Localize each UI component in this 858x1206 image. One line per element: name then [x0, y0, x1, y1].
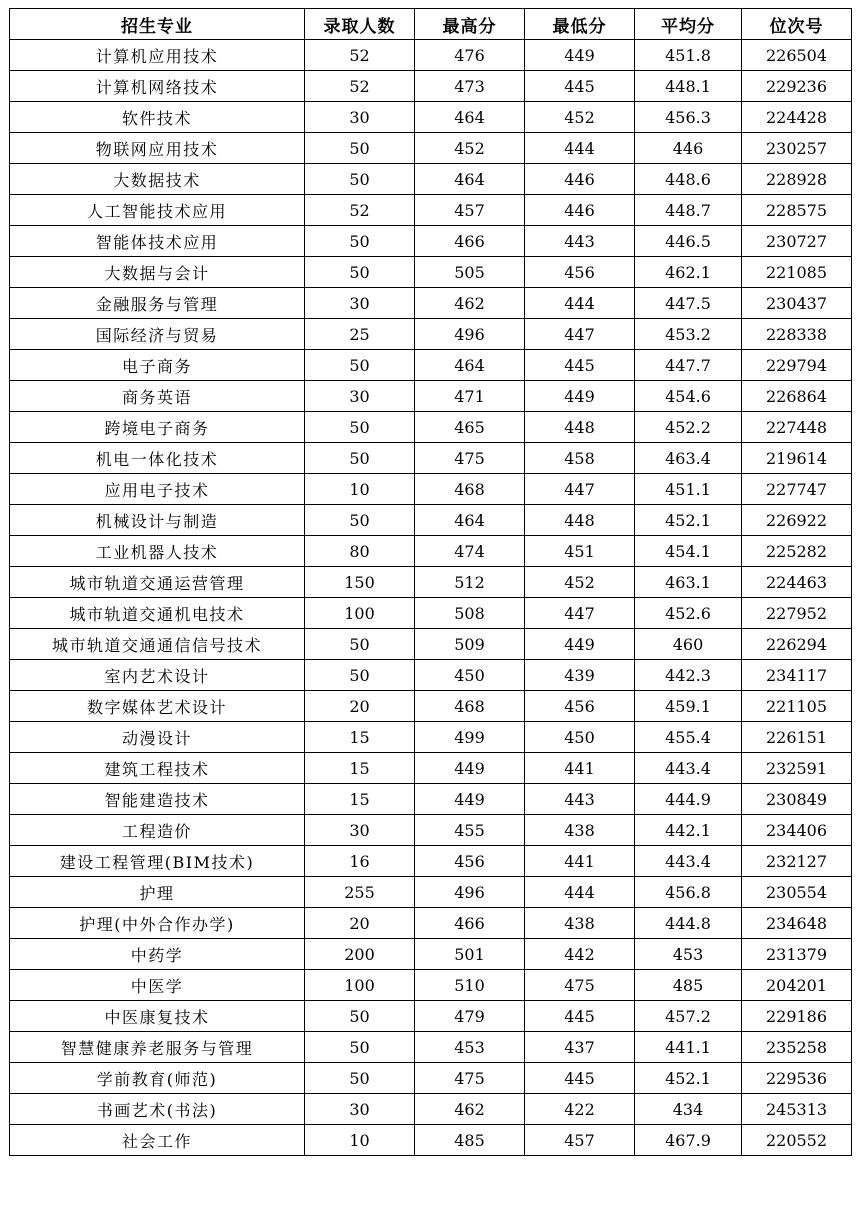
cell-admitted-count: 52 — [305, 195, 415, 226]
cell-admitted-count: 100 — [305, 598, 415, 629]
cell-avg-score: 443.4 — [635, 753, 742, 784]
cell-admitted-count: 50 — [305, 629, 415, 660]
cell-rank: 221085 — [742, 257, 852, 288]
cell-avg-score: 448.1 — [635, 71, 742, 102]
cell-avg-score: 444.8 — [635, 908, 742, 939]
cell-admitted-count: 255 — [305, 877, 415, 908]
cell-min-score: 445 — [525, 1001, 635, 1032]
cell-avg-score: 442.3 — [635, 660, 742, 691]
cell-max-score: 471 — [415, 381, 525, 412]
cell-max-score: 453 — [415, 1032, 525, 1063]
cell-admitted-count: 10 — [305, 474, 415, 505]
cell-major: 书画艺术(书法) — [10, 1094, 305, 1125]
cell-max-score: 474 — [415, 536, 525, 567]
cell-max-score: 476 — [415, 40, 525, 71]
cell-avg-score: 447.5 — [635, 288, 742, 319]
table-row — [10, 784, 852, 815]
cell-major: 智能建造技术 — [10, 784, 305, 815]
table-row — [10, 908, 852, 939]
cell-avg-score: 454.6 — [635, 381, 742, 412]
cell-major: 大数据技术 — [10, 164, 305, 195]
cell-min-score: 441 — [525, 846, 635, 877]
cell-max-score: 510 — [415, 970, 525, 1001]
cell-rank: 229186 — [742, 1001, 852, 1032]
cell-admitted-count: 15 — [305, 784, 415, 815]
cell-min-score: 438 — [525, 908, 635, 939]
cell-avg-score: 444.9 — [635, 784, 742, 815]
cell-max-score: 462 — [415, 288, 525, 319]
table-row — [10, 753, 852, 784]
cell-rank: 226294 — [742, 629, 852, 660]
cell-major: 室内艺术设计 — [10, 660, 305, 691]
cell-major: 护理 — [10, 877, 305, 908]
cell-rank: 229236 — [742, 71, 852, 102]
cell-min-score: 447 — [525, 598, 635, 629]
cell-avg-score: 455.4 — [635, 722, 742, 753]
cell-admitted-count: 30 — [305, 381, 415, 412]
cell-avg-score: 456.3 — [635, 102, 742, 133]
cell-admitted-count: 30 — [305, 288, 415, 319]
cell-avg-score: 456.8 — [635, 877, 742, 908]
cell-rank: 227448 — [742, 412, 852, 443]
table-row — [10, 1125, 852, 1156]
cell-major: 人工智能技术应用 — [10, 195, 305, 226]
cell-rank: 227952 — [742, 598, 852, 629]
cell-rank: 230849 — [742, 784, 852, 815]
cell-major: 工业机器人技术 — [10, 536, 305, 567]
table-row — [10, 71, 852, 102]
cell-avg-score: 443.4 — [635, 846, 742, 877]
header-max-score: 最高分 — [415, 9, 525, 40]
cell-major: 软件技术 — [10, 102, 305, 133]
table-row — [10, 288, 852, 319]
cell-min-score: 443 — [525, 784, 635, 815]
cell-max-score: 509 — [415, 629, 525, 660]
cell-admitted-count: 20 — [305, 908, 415, 939]
cell-avg-score: 457.2 — [635, 1001, 742, 1032]
cell-rank: 245313 — [742, 1094, 852, 1125]
cell-admitted-count: 50 — [305, 443, 415, 474]
table-row — [10, 102, 852, 133]
cell-major: 金融服务与管理 — [10, 288, 305, 319]
table-row — [10, 598, 852, 629]
header-avg-score: 平均分 — [635, 9, 742, 40]
cell-max-score: 449 — [415, 753, 525, 784]
cell-admitted-count: 100 — [305, 970, 415, 1001]
cell-avg-score: 447.7 — [635, 350, 742, 381]
cell-major: 跨境电子商务 — [10, 412, 305, 443]
cell-max-score: 450 — [415, 660, 525, 691]
cell-avg-score: 452.1 — [635, 1063, 742, 1094]
cell-avg-score: 448.7 — [635, 195, 742, 226]
cell-major: 中医学 — [10, 970, 305, 1001]
cell-major: 计算机网络技术 — [10, 71, 305, 102]
cell-avg-score: 452.6 — [635, 598, 742, 629]
cell-admitted-count: 50 — [305, 1063, 415, 1094]
cell-max-score: 473 — [415, 71, 525, 102]
cell-major: 计算机应用技术 — [10, 40, 305, 71]
table-row — [10, 443, 852, 474]
cell-major: 城市轨道交通通信信号技术 — [10, 629, 305, 660]
table-row — [10, 1094, 852, 1125]
cell-admitted-count: 15 — [305, 753, 415, 784]
cell-min-score: 448 — [525, 412, 635, 443]
cell-max-score: 496 — [415, 877, 525, 908]
cell-major: 机电一体化技术 — [10, 443, 305, 474]
cell-min-score: 447 — [525, 474, 635, 505]
cell-avg-score: 463.4 — [635, 443, 742, 474]
cell-min-score: 445 — [525, 350, 635, 381]
table-row — [10, 536, 852, 567]
cell-admitted-count: 50 — [305, 164, 415, 195]
cell-major: 数字媒体艺术设计 — [10, 691, 305, 722]
header-major: 招生专业 — [10, 9, 305, 40]
table-row — [10, 722, 852, 753]
cell-major: 智能体技术应用 — [10, 226, 305, 257]
cell-min-score: 438 — [525, 815, 635, 846]
cell-admitted-count: 50 — [305, 226, 415, 257]
cell-admitted-count: 30 — [305, 1094, 415, 1125]
cell-rank: 228338 — [742, 319, 852, 350]
cell-major: 建设工程管理(BIM技术) — [10, 846, 305, 877]
cell-admitted-count: 52 — [305, 71, 415, 102]
table-row — [10, 567, 852, 598]
cell-min-score: 447 — [525, 319, 635, 350]
cell-min-score: 446 — [525, 195, 635, 226]
cell-rank: 224428 — [742, 102, 852, 133]
table-row — [10, 660, 852, 691]
cell-rank: 224463 — [742, 567, 852, 598]
cell-admitted-count: 30 — [305, 102, 415, 133]
table-row — [10, 257, 852, 288]
header-min-score: 最低分 — [525, 9, 635, 40]
cell-admitted-count: 20 — [305, 691, 415, 722]
cell-rank: 226922 — [742, 505, 852, 536]
cell-avg-score: 453 — [635, 939, 742, 970]
cell-admitted-count: 15 — [305, 722, 415, 753]
cell-min-score: 439 — [525, 660, 635, 691]
table-row — [10, 846, 852, 877]
cell-max-score: 449 — [415, 784, 525, 815]
cell-major: 物联网应用技术 — [10, 133, 305, 164]
cell-major: 城市轨道交通机电技术 — [10, 598, 305, 629]
cell-min-score: 445 — [525, 1063, 635, 1094]
cell-min-score: 450 — [525, 722, 635, 753]
table-row — [10, 350, 852, 381]
table-row — [10, 970, 852, 1001]
table-row — [10, 40, 852, 71]
cell-major: 机械设计与制造 — [10, 505, 305, 536]
cell-max-score: 475 — [415, 1063, 525, 1094]
cell-avg-score: 459.1 — [635, 691, 742, 722]
cell-major: 社会工作 — [10, 1125, 305, 1156]
cell-admitted-count: 52 — [305, 40, 415, 71]
cell-rank: 220552 — [742, 1125, 852, 1156]
cell-min-score: 444 — [525, 288, 635, 319]
cell-admitted-count: 50 — [305, 505, 415, 536]
cell-max-score: 508 — [415, 598, 525, 629]
cell-major: 动漫设计 — [10, 722, 305, 753]
cell-avg-score: 453.2 — [635, 319, 742, 350]
admission-scores-table — [9, 8, 852, 1156]
table-row — [10, 195, 852, 226]
cell-major: 大数据与会计 — [10, 257, 305, 288]
cell-max-score: 464 — [415, 505, 525, 536]
cell-avg-score: 485 — [635, 970, 742, 1001]
table-row — [10, 474, 852, 505]
cell-major: 中医康复技术 — [10, 1001, 305, 1032]
cell-avg-score: 441.1 — [635, 1032, 742, 1063]
cell-avg-score: 463.1 — [635, 567, 742, 598]
cell-admitted-count: 10 — [305, 1125, 415, 1156]
cell-min-score: 441 — [525, 753, 635, 784]
cell-rank: 228575 — [742, 195, 852, 226]
table-row — [10, 381, 852, 412]
cell-rank: 225282 — [742, 536, 852, 567]
table-body — [10, 40, 852, 1156]
cell-max-score: 499 — [415, 722, 525, 753]
table-row — [10, 1001, 852, 1032]
cell-avg-score: 446.5 — [635, 226, 742, 257]
cell-major: 中药学 — [10, 939, 305, 970]
cell-major: 智慧健康养老服务与管理 — [10, 1032, 305, 1063]
cell-rank: 230437 — [742, 288, 852, 319]
cell-min-score: 444 — [525, 877, 635, 908]
cell-admitted-count: 50 — [305, 1001, 415, 1032]
table-row — [10, 319, 852, 350]
cell-rank: 226151 — [742, 722, 852, 753]
cell-admitted-count: 50 — [305, 350, 415, 381]
cell-min-score: 449 — [525, 381, 635, 412]
cell-rank: 230727 — [742, 226, 852, 257]
cell-avg-score: 452.1 — [635, 505, 742, 536]
cell-admitted-count: 50 — [305, 412, 415, 443]
table-row — [10, 133, 852, 164]
cell-avg-score: 467.9 — [635, 1125, 742, 1156]
cell-max-score: 455 — [415, 815, 525, 846]
table-row — [10, 629, 852, 660]
table-row — [10, 412, 852, 443]
cell-max-score: 479 — [415, 1001, 525, 1032]
cell-major: 电子商务 — [10, 350, 305, 381]
cell-admitted-count: 16 — [305, 846, 415, 877]
cell-rank: 228928 — [742, 164, 852, 195]
cell-rank: 227747 — [742, 474, 852, 505]
cell-rank: 232591 — [742, 753, 852, 784]
cell-avg-score: 446 — [635, 133, 742, 164]
cell-avg-score: 462.1 — [635, 257, 742, 288]
cell-min-score: 446 — [525, 164, 635, 195]
cell-max-score: 501 — [415, 939, 525, 970]
cell-admitted-count: 30 — [305, 815, 415, 846]
cell-rank: 235258 — [742, 1032, 852, 1063]
cell-max-score: 505 — [415, 257, 525, 288]
cell-rank: 234406 — [742, 815, 852, 846]
cell-max-score: 496 — [415, 319, 525, 350]
cell-major: 国际经济与贸易 — [10, 319, 305, 350]
cell-major: 商务英语 — [10, 381, 305, 412]
cell-rank: 231379 — [742, 939, 852, 970]
cell-max-score: 475 — [415, 443, 525, 474]
table-row — [10, 815, 852, 846]
cell-rank: 226504 — [742, 40, 852, 71]
cell-min-score: 457 — [525, 1125, 635, 1156]
cell-min-score: 456 — [525, 257, 635, 288]
header-rank: 位次号 — [742, 9, 852, 40]
cell-max-score: 512 — [415, 567, 525, 598]
table-row — [10, 505, 852, 536]
cell-rank: 232127 — [742, 846, 852, 877]
cell-max-score: 485 — [415, 1125, 525, 1156]
table-row — [10, 877, 852, 908]
cell-rank: 229794 — [742, 350, 852, 381]
cell-avg-score: 454.1 — [635, 536, 742, 567]
cell-rank: 230257 — [742, 133, 852, 164]
cell-major: 城市轨道交通运营管理 — [10, 567, 305, 598]
table-header-row — [10, 9, 852, 40]
cell-rank: 226864 — [742, 381, 852, 412]
cell-min-score: 458 — [525, 443, 635, 474]
cell-admitted-count: 80 — [305, 536, 415, 567]
cell-major: 护理(中外合作办学) — [10, 908, 305, 939]
table-row — [10, 226, 852, 257]
cell-admitted-count: 50 — [305, 1032, 415, 1063]
cell-admitted-count: 200 — [305, 939, 415, 970]
cell-min-score: 451 — [525, 536, 635, 567]
cell-avg-score: 452.2 — [635, 412, 742, 443]
cell-min-score: 452 — [525, 102, 635, 133]
cell-min-score: 448 — [525, 505, 635, 536]
cell-avg-score: 434 — [635, 1094, 742, 1125]
cell-admitted-count: 50 — [305, 133, 415, 164]
cell-min-score: 445 — [525, 71, 635, 102]
cell-max-score: 466 — [415, 226, 525, 257]
cell-admitted-count: 50 — [305, 257, 415, 288]
cell-rank: 234117 — [742, 660, 852, 691]
cell-major: 建筑工程技术 — [10, 753, 305, 784]
cell-rank: 221105 — [742, 691, 852, 722]
cell-rank: 204201 — [742, 970, 852, 1001]
cell-avg-score: 442.1 — [635, 815, 742, 846]
cell-max-score: 468 — [415, 474, 525, 505]
cell-min-score: 449 — [525, 629, 635, 660]
cell-min-score: 422 — [525, 1094, 635, 1125]
cell-avg-score: 451.1 — [635, 474, 742, 505]
cell-admitted-count: 150 — [305, 567, 415, 598]
cell-max-score: 464 — [415, 164, 525, 195]
cell-max-score: 452 — [415, 133, 525, 164]
cell-max-score: 465 — [415, 412, 525, 443]
table-row — [10, 939, 852, 970]
cell-avg-score: 460 — [635, 629, 742, 660]
cell-max-score: 468 — [415, 691, 525, 722]
cell-rank: 230554 — [742, 877, 852, 908]
table-row — [10, 164, 852, 195]
cell-max-score: 464 — [415, 102, 525, 133]
cell-min-score: 449 — [525, 40, 635, 71]
cell-max-score: 457 — [415, 195, 525, 226]
table-row — [10, 691, 852, 722]
cell-rank: 234648 — [742, 908, 852, 939]
cell-major: 应用电子技术 — [10, 474, 305, 505]
cell-min-score: 456 — [525, 691, 635, 722]
cell-max-score: 462 — [415, 1094, 525, 1125]
cell-min-score: 475 — [525, 970, 635, 1001]
cell-rank: 219614 — [742, 443, 852, 474]
header-admitted-count: 录取人数 — [305, 9, 415, 40]
cell-min-score: 452 — [525, 567, 635, 598]
cell-min-score: 437 — [525, 1032, 635, 1063]
cell-major: 学前教育(师范) — [10, 1063, 305, 1094]
cell-min-score: 442 — [525, 939, 635, 970]
cell-admitted-count: 50 — [305, 660, 415, 691]
table-row — [10, 1063, 852, 1094]
cell-major: 工程造价 — [10, 815, 305, 846]
cell-admitted-count: 25 — [305, 319, 415, 350]
cell-avg-score: 448.6 — [635, 164, 742, 195]
cell-max-score: 456 — [415, 846, 525, 877]
cell-max-score: 466 — [415, 908, 525, 939]
cell-min-score: 443 — [525, 226, 635, 257]
table-row — [10, 1032, 852, 1063]
cell-min-score: 444 — [525, 133, 635, 164]
cell-avg-score: 451.8 — [635, 40, 742, 71]
cell-max-score: 464 — [415, 350, 525, 381]
cell-rank: 229536 — [742, 1063, 852, 1094]
